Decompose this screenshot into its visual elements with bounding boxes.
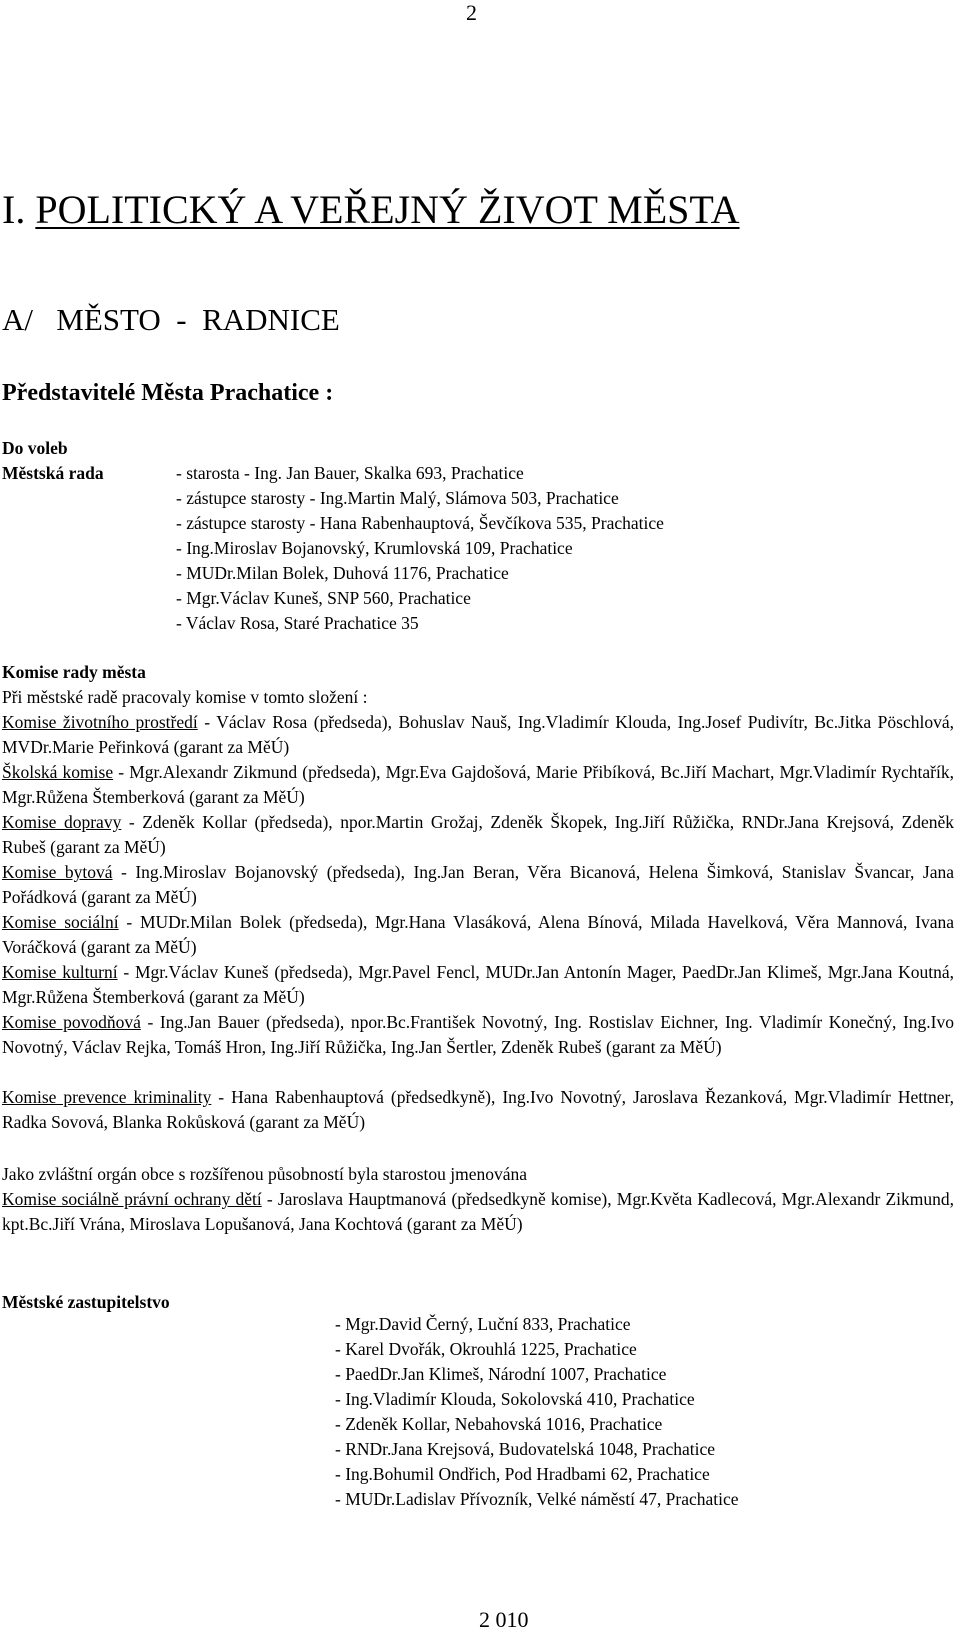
- komise-paragraph: [2, 960, 954, 1010]
- komise-members: - Mgr.Václav Kuneš (předseda), Mgr.Pavel Fencl, MUDr.Jan Antonín Mager, PaedDr.Jan Klimeš, Mgr.Jana Koutná, Mgr.Růžena Štemberková (garant za MěÚ): [2, 962, 954, 1007]
- komise-name: Komise bytová: [2, 862, 113, 882]
- page-number: 2: [466, 0, 477, 25]
- list-item: - Mgr.Václav Kuneš, SNP 560, Prachatice: [176, 588, 471, 608]
- list-item: - zástupce starosty - Ing.Martin Malý, Slámova 503, Prachatice: [176, 488, 619, 508]
- komise-members: - MUDr.Milan Bolek (předseda), Mgr.Hana Vlasáková, Alena Bínová, Milada Havelková, Věra Mannová, Ivana Voráčková (garant za MěÚ): [2, 912, 954, 957]
- komise-paragraph: [2, 910, 954, 960]
- komise-paragraph: [2, 860, 954, 910]
- chapter-heading: [2, 186, 740, 233]
- komise-members: - Zdeněk Kollar (předseda), npor.Martin Grožaj, Zdeněk Škopek, Ing.Jiří Růžička, RNDr.Jana Krejsová, Zdeněk Rubeš (garant za MěÚ): [2, 812, 954, 857]
- rada-label: Městská rada: [2, 463, 104, 483]
- list-item: - MUDr.Ladislav Přívozník, Velké náměstí 47, Prachatice: [335, 1489, 739, 1509]
- komise-paragraph: [2, 710, 954, 760]
- komise-name: Komise povodňová: [2, 1012, 141, 1032]
- special-body-intro: Jako zvláštní orgán obce s rozšířenou působností byla starostou jmenována: [2, 1164, 528, 1184]
- komise-title: Komise rady města: [2, 662, 146, 682]
- special-body-paragraph: [2, 1187, 954, 1237]
- special-body-members: - Jaroslava Hauptmanová (předsedkyně komise), Mgr.Květa Kadlecová, Mgr.Alexandr Zikmund, kpt.Bc.Jiří Vrána, Miroslava Lopušanová, Jana Kochtová (garant za MěÚ): [2, 1189, 954, 1234]
- list-item: - Karel Dvořák, Okrouhlá 1225, Prachatice: [335, 1339, 637, 1359]
- list-item: - zástupce starosty - Hana Rabenhauptová, Ševčíkova 535, Prachatice: [176, 513, 664, 533]
- special-body-name: Komise sociálně právní ochrany dětí: [2, 1189, 262, 1209]
- rada-label-top: Do voleb: [2, 438, 68, 458]
- komise-name: Komise prevence kriminality: [2, 1087, 212, 1107]
- komise-members: - Václav Rosa (předseda), Bohuslav Nauš, Ing.Vladimír Klouda, Ing.Josef Pudivítr, Bc.Jitka Pöschlová, MVDr.Marie Peřinková (garant za MěÚ): [2, 712, 954, 757]
- komise-paragraph: [2, 760, 954, 810]
- list-item: - Václav Rosa, Staré Prachatice 35: [176, 613, 419, 633]
- komise-paragraph: [2, 1010, 954, 1060]
- zastupitelstvo-title: Městské zastupitelstvo: [2, 1292, 170, 1312]
- list-item: - starosta - Ing. Jan Bauer, Skalka 693, Prachatice: [176, 463, 524, 483]
- list-item: - Ing.Miroslav Bojanovský, Krumlovská 109, Prachatice: [176, 538, 573, 558]
- list-item: - PaedDr.Jan Klimeš, Národní 1007, Prachatice: [335, 1364, 667, 1384]
- list-item: - Zdeněk Kollar, Nebahovská 1016, Prachatice: [335, 1414, 663, 1434]
- komise-name: Školská komise: [2, 762, 114, 782]
- komise-intro: Při městské radě pracovaly komise v tomto složení :: [2, 687, 368, 707]
- section-heading: A/ MĚSTO - RADNICE: [2, 302, 340, 337]
- list-item: - MUDr.Milan Bolek, Duhová 1176, Prachatice: [176, 563, 509, 583]
- rada-member-list: [176, 461, 664, 636]
- chapter-heading-prefix: I.: [2, 187, 36, 232]
- subsection-heading: Představitelé Města Prachatice :: [2, 380, 334, 406]
- komise-paragraph: [2, 1085, 954, 1135]
- komise-name: Komise kulturní: [2, 962, 118, 982]
- komise-members: - Ing.Jan Bauer (předseda), npor.Bc.František Novotný, Ing. Rostislav Eichner, Ing. Vladimír Konečný, Ing.Ivo Novotný, Václav Rejka, Tomáš Hron, Ing.Jiří Růžička, Ing.Jan Šertler, Zdeněk Rubeš (garant za MěÚ): [2, 1012, 954, 1057]
- list-item: - Mgr.David Černý, Luční 833, Prachatice: [335, 1314, 631, 1334]
- chapter-heading-text: POLITICKÝ A VEŘEJNÝ ŽIVOT MĚSTA: [35, 187, 740, 232]
- komise-paragraph: [2, 810, 954, 860]
- zastupitelstvo-member-list: [335, 1312, 739, 1512]
- komise-members: - Hana Rabenhauptová (předsedkyně), Ing.Ivo Novotný, Jaroslava Řezanková, Mgr.Vladimír Hettner, Radka Sovová, Blanka Rokůsková (garant za MěÚ): [2, 1087, 954, 1132]
- komise-name: Komise dopravy: [2, 812, 122, 832]
- list-item: - RNDr.Jana Krejsová, Budovatelská 1048, Prachatice: [335, 1439, 716, 1459]
- list-item: - Ing.Vladimír Klouda, Sokolovská 410, Prachatice: [335, 1389, 695, 1409]
- komise-members: - Mgr.Alexandr Zikmund (předseda), Mgr.Eva Gajdošová, Marie Přibíková, Bc.Jiří Machart, Mgr.Vladimír Rychtařík, Mgr.Růžena Štemberková (garant za MěÚ): [2, 762, 954, 807]
- list-item: - Ing.Bohumil Ondřich, Pod Hradbami 62, Prachatice: [335, 1464, 710, 1484]
- komise-name: Komise životního prostředí: [2, 712, 198, 732]
- footer-year: 2 010: [479, 1607, 529, 1632]
- komise-name: Komise sociální: [2, 912, 119, 932]
- komise-members: - Ing.Miroslav Bojanovský (předseda), Ing.Jan Beran, Věra Bicanová, Helena Šimková, Stanislav Švancar, Jana Pořádková (garant za MěÚ): [2, 862, 954, 907]
